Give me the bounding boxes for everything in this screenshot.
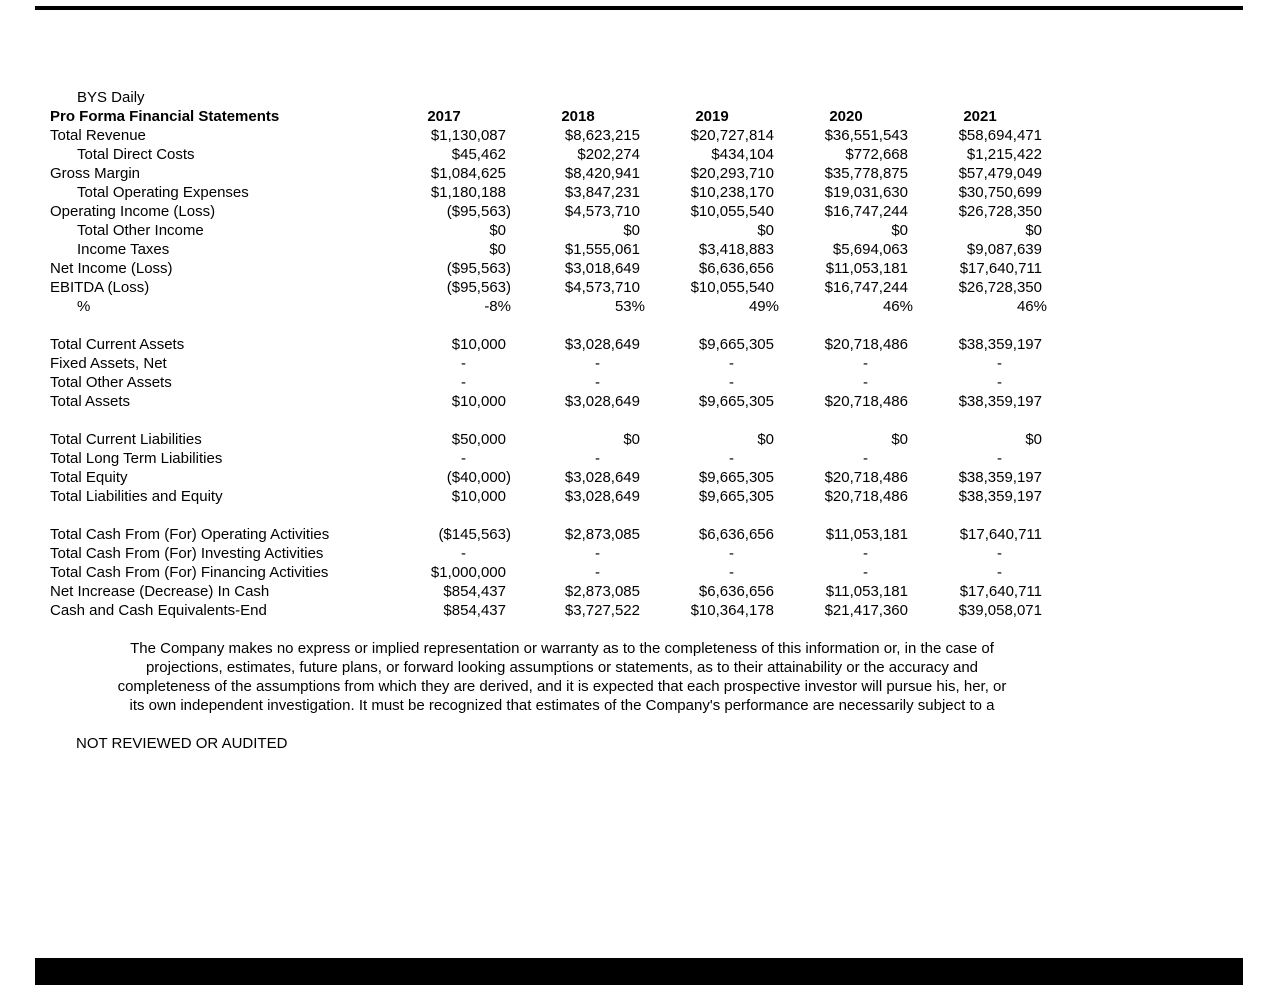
row-label: Total Other Income [77,222,204,239]
cell-value: $20,293,710 [690,165,774,182]
financial-table [0,107,1280,620]
cell-value: $3,028,649 [564,336,640,353]
cell-value: $0 [489,222,506,239]
cell-value: $10,364,178 [690,602,774,619]
row-label: Operating Income (Loss) [50,203,216,220]
cell-value: $17,640,711 [959,260,1042,277]
year-header: 2019 [695,108,729,125]
cell-value: $38,359,197 [958,336,1042,353]
cell-value: $1,215,422 [966,146,1042,163]
table-title: Pro Forma Financial Statements [50,108,280,125]
disclaimer-line: The Company makes no express or implied representation or warranty as to the completeness of this information or, in the case of [130,640,994,657]
cell-value: $21,417,360 [824,602,908,619]
cell-value: $45,462 [451,146,506,163]
cell-value: $50,000 [451,431,506,448]
cell-value: $6,636,656 [698,526,774,543]
table-row [0,563,1280,582]
footer-note: NOT REVIEWED OR AUDITED [76,735,288,752]
row-label: Total Cash From (For) Financing Activities [50,564,329,581]
cell-value: ($145,563) [438,526,511,543]
cell-value: $30,750,699 [958,184,1042,201]
cell-value: $0 [1025,222,1042,239]
cell-value: 49% [748,298,779,315]
row-label: Net Income (Loss) [50,260,173,277]
cell-value: - [863,564,868,581]
cell-value: $0 [891,431,908,448]
cell-value: $4,573,710 [564,203,640,220]
cell-value: - [461,374,466,391]
cell-value: $10,000 [451,393,506,410]
table-row [0,487,1280,506]
section-spacer [0,316,1280,335]
financial-statement-document [0,88,1280,753]
cell-value: $11,053,181 [825,260,908,277]
disclaimer-line: projections, estimates, future plans, or forward looking assumptions or statements, as to their attainability or the accuracy and [145,659,979,676]
cell-value: $3,018,649 [564,260,640,277]
table-row [0,126,1280,145]
row-label: Total Direct Costs [77,146,195,163]
row-label: Fixed Assets, Net [50,355,167,372]
header-note-row [0,88,1280,107]
cell-value: $202,274 [577,146,640,163]
header-note: BYS Daily [77,89,145,106]
cell-value: $20,727,814 [690,127,774,144]
cell-value: $3,727,522 [564,602,640,619]
cell-value: $0 [623,222,640,239]
table-row [0,221,1280,240]
year-header: 2021 [963,108,997,125]
cell-value: $10,000 [451,488,506,505]
table-row [0,202,1280,221]
table-row [0,240,1280,259]
cell-value: $19,031,630 [824,184,908,201]
cell-value: $3,418,883 [698,241,774,258]
cell-value: - [729,355,734,372]
cell-value: - [729,564,734,581]
year-header: 2017 [427,108,461,125]
cell-value: $3,028,649 [564,393,640,410]
table-row [0,164,1280,183]
section-spacer [0,411,1280,430]
table-row [0,183,1280,202]
row-label: Net Increase (Decrease) In Cash [50,583,270,600]
row-label: % [77,298,91,315]
cell-value: ($40,000) [446,469,511,486]
cell-value: $6,636,656 [698,260,774,277]
table-row [0,335,1280,354]
cell-value: $0 [891,222,908,239]
cell-value: ($95,563) [446,279,511,296]
cell-value: $36,551,543 [824,127,908,144]
cell-value: $3,028,649 [564,488,640,505]
cell-value: $11,053,181 [825,583,908,600]
cell-value: $9,665,305 [698,336,774,353]
cell-value: $20,718,486 [824,488,908,505]
cell-value: $772,668 [845,146,908,163]
table-header-row [0,107,1280,126]
table-row [0,449,1280,468]
cell-value: -8% [484,298,511,315]
row-label: Total Other Assets [50,374,172,391]
cell-value: - [595,374,600,391]
table-row [0,392,1280,411]
cell-value: $17,640,711 [959,583,1042,600]
cell-value: - [997,545,1002,562]
table-row [0,354,1280,373]
row-label: Total Cash From (For) Operating Activities [50,526,330,543]
cell-value: $9,087,639 [966,241,1042,258]
cell-value: 46% [882,298,913,315]
cell-value: $0 [489,241,506,258]
cell-value: $16,747,244 [824,203,908,220]
cell-value: $0 [757,431,774,448]
row-label: Total Liabilities and Equity [50,488,223,505]
table-row [0,525,1280,544]
cell-value: $10,238,170 [690,184,774,201]
cell-value: $20,718,486 [824,393,908,410]
cell-value: $0 [757,222,774,239]
table-row [0,430,1280,449]
cell-value: - [729,450,734,467]
cell-value: $38,359,197 [958,469,1042,486]
cell-value: $38,359,197 [958,393,1042,410]
row-label: Income Taxes [77,241,170,258]
cell-value: $26,728,350 [958,203,1042,220]
cell-value: - [863,450,868,467]
cell-value: $1,555,061 [564,241,640,258]
disclaimer-line: its own independent investigation. It must be recognized that estimates of the Company's performance are necessarily subject to a [129,697,995,714]
cell-value: $0 [623,431,640,448]
table-row [0,278,1280,297]
cell-value: $3,028,649 [564,469,640,486]
bottom-black-bar [35,958,1243,985]
row-label: Total Current Assets [50,336,185,353]
cell-value: $2,873,085 [564,583,640,600]
cell-value: $39,058,071 [958,602,1042,619]
cell-value: - [461,450,466,467]
cell-value: $0 [1025,431,1042,448]
row-label: Total Current Liabilities [50,431,202,448]
cell-value: $10,000 [451,336,506,353]
cell-value: $854,437 [443,602,506,619]
row-label: EBITDA (Loss) [50,279,150,296]
year-header: 2020 [829,108,863,125]
cell-value: - [997,564,1002,581]
disclaimer [50,639,1074,715]
cell-value: $1,130,087 [430,127,506,144]
cell-value: $58,694,471 [958,127,1042,144]
cell-value: - [595,450,600,467]
table-row [0,468,1280,487]
cell-value: - [595,545,600,562]
cell-value: $8,420,941 [564,165,640,182]
cell-value: $9,665,305 [698,488,774,505]
table-row [0,259,1280,278]
disclaimer-line: completeness of the assumptions from which they are derived, and it is expected that each prospective investor will pursue his, her, or [117,678,1007,695]
cell-value: $1,084,625 [430,165,506,182]
footer-note-row [0,734,1280,753]
row-label: Total Equity [50,469,128,486]
cell-value: - [997,355,1002,372]
cell-value: $5,694,063 [832,241,908,258]
table-row [0,145,1280,164]
cell-value: $854,437 [443,583,506,600]
cell-value: ($95,563) [446,260,511,277]
cell-value: $3,847,231 [564,184,640,201]
cell-value: - [863,545,868,562]
top-black-bar [35,6,1243,10]
cell-value: $38,359,197 [958,488,1042,505]
cell-value: $6,636,656 [698,583,774,600]
cell-value: $8,623,215 [564,127,640,144]
cell-value: $11,053,181 [825,526,908,543]
row-label: Total Long Term Liabilities [50,450,223,467]
row-label: Cash and Cash Equivalents-End [50,602,267,619]
cell-value: $57,479,049 [958,165,1042,182]
cell-value: $20,718,486 [824,469,908,486]
cell-value: $10,055,540 [690,279,774,296]
table-row [0,544,1280,563]
row-label: Gross Margin [50,165,141,182]
cell-value: - [595,564,600,581]
cell-value: ($95,563) [446,203,511,220]
cell-value: - [997,450,1002,467]
row-label: Total Revenue [50,127,146,144]
cell-value: $26,728,350 [958,279,1042,296]
table-row [0,373,1280,392]
cell-value: - [729,374,734,391]
section-spacer [0,506,1280,525]
table-row [0,582,1280,601]
cell-value: - [729,545,734,562]
cell-value: $2,873,085 [564,526,640,543]
cell-value: $9,665,305 [698,393,774,410]
cell-value: $17,640,711 [959,526,1042,543]
cell-value: - [863,374,868,391]
cell-value: $20,718,486 [824,336,908,353]
cell-value: - [863,355,868,372]
row-label: Total Assets [50,393,131,410]
cell-value: $35,778,875 [824,165,908,182]
cell-value: $16,747,244 [824,279,908,296]
table-row [0,601,1280,620]
cell-value: - [461,355,466,372]
row-label: Total Cash From (For) Investing Activities [50,545,324,562]
cell-value: $4,573,710 [564,279,640,296]
cell-value: $434,104 [711,146,774,163]
cell-value: $10,055,540 [690,203,774,220]
cell-value: 46% [1016,298,1047,315]
row-label: Total Operating Expenses [77,184,249,201]
table-row [0,297,1280,316]
cell-value: $9,665,305 [698,469,774,486]
cell-value: 53% [614,298,645,315]
cell-value: - [997,374,1002,391]
cell-value: - [595,355,600,372]
cell-value: - [461,545,466,562]
year-header: 2018 [561,108,595,125]
cell-value: $1,180,188 [430,184,506,201]
cell-value: $1,000,000 [430,564,506,581]
